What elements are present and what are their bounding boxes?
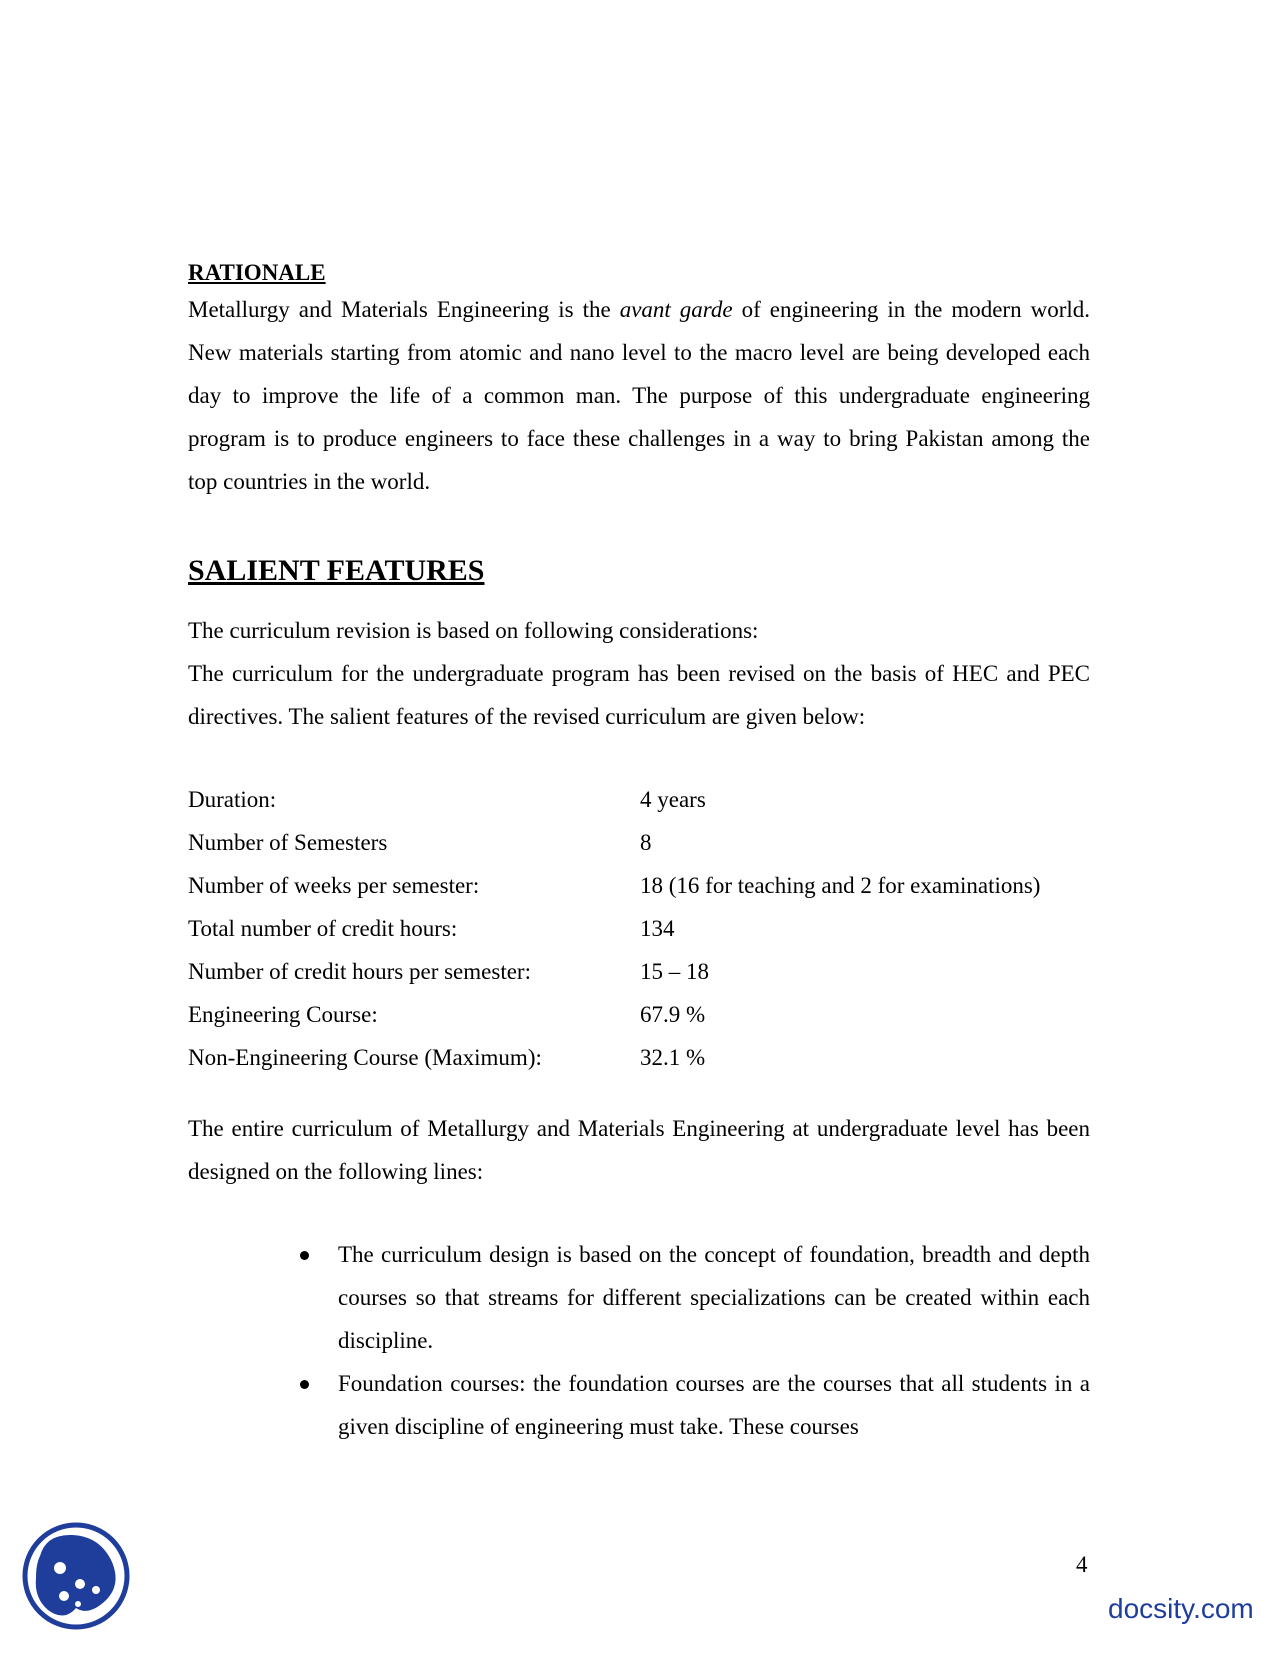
feature-label: Number of weeks per semester: <box>188 873 480 898</box>
curriculum-bullet-list <box>188 1233 1090 1448</box>
rationale-text-end: of engineering in the modern world. New materials starting from atomic and nano level to the macro level are being developed each day to improve the life of a common man. The purpose of this undergraduate engineering program is to produce engineers to face these challenges in a way to bring Pakistan among the top countries in the world. <box>188 297 1090 494</box>
features-table <box>188 778 1040 1079</box>
features-row <box>188 864 1040 907</box>
salient-features-heading: SALIENT FEATURES <box>188 554 485 587</box>
feature-label: Non-Engineering Course (Maximum): <box>188 1045 542 1070</box>
feature-value: 32.1 % <box>640 1045 706 1070</box>
list-item <box>338 1233 1090 1362</box>
feature-value: 4 years <box>640 787 706 812</box>
features-row <box>188 907 1040 950</box>
features-row <box>188 1036 1040 1079</box>
features-row <box>188 993 1040 1036</box>
salient-intro <box>188 609 1090 738</box>
document-body <box>188 258 1090 1448</box>
bullet-text: The curriculum design is based on the concept of foundation, breadth and depth courses so that streams for different specializations can be created within each discipline. <box>338 1242 1090 1353</box>
rationale-heading: RATIONALE <box>188 260 326 285</box>
feature-value: 134 <box>640 916 675 941</box>
features-row <box>188 778 1040 821</box>
docsity-logo-icon[interactable] <box>20 1518 132 1634</box>
feature-label: Number of Semesters <box>188 830 388 855</box>
rationale-paragraph <box>188 288 1090 503</box>
features-row <box>188 950 1040 993</box>
page-number: 4 <box>1076 1552 1088 1577</box>
bullet-icon <box>300 1251 309 1260</box>
features-row <box>188 821 1040 864</box>
feature-value: 67.9 % <box>640 1002 706 1027</box>
rationale-text-start: Metallurgy and Materials Engineering is the <box>188 297 620 322</box>
feature-label: Engineering Course: <box>188 1002 378 1027</box>
salient-intro-line-2: The curriculum for the undergraduate program has been revised on the basis of HEC and PEC directives. The salient features of the revised curriculum are given below: <box>188 661 1090 729</box>
rationale-italic-phrase: avant garde <box>619 297 733 322</box>
feature-value: 15 – 18 <box>640 959 709 984</box>
bullet-text: Foundation courses: the foundation courses are the courses that all students in a given discipline of engineering must take. These courses <box>338 1371 1090 1439</box>
feature-label: Duration: <box>188 787 277 812</box>
bullet-icon <box>300 1380 309 1389</box>
docsity-brand-link[interactable]: docsity.com <box>1108 1593 1254 1624</box>
list-item <box>338 1362 1090 1448</box>
curriculum-lines-paragraph: The entire curriculum of Metallurgy and Materials Engineering at undergraduate level has been designed on the following lines: <box>188 1116 1090 1184</box>
feature-value: 8 <box>640 830 652 855</box>
feature-label: Number of credit hours per semester: <box>188 959 531 984</box>
salient-intro-line-1: The curriculum revision is based on following considerations: <box>188 618 759 643</box>
feature-value: 18 (16 for teaching and 2 for examinations) <box>640 873 1041 898</box>
feature-label: Total number of credit hours: <box>188 916 458 941</box>
